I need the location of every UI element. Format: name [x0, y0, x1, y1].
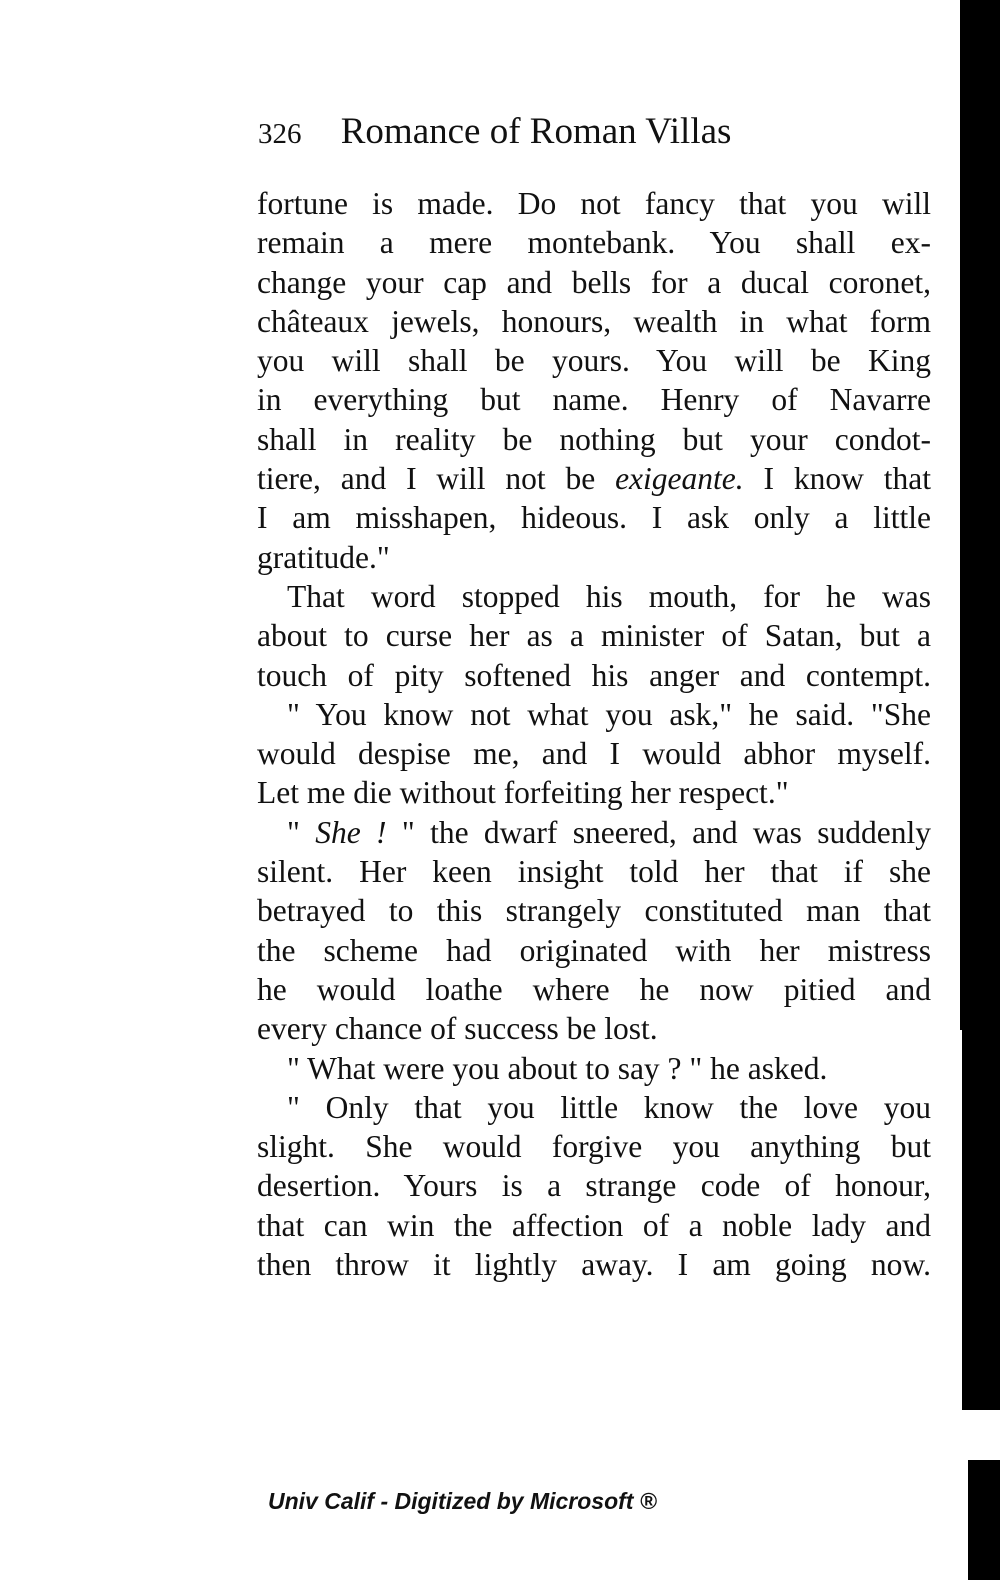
page-number: 326 [258, 118, 302, 150]
body-text [257, 184, 931, 1284]
text-segment: I know that [743, 461, 931, 497]
text-line [257, 813, 931, 852]
text-line: would despise me, and I would abhor myself. [257, 736, 931, 772]
text-line [257, 459, 931, 498]
text-line: remain a mere montebank. You shall ex- [257, 225, 931, 261]
scan-edge-shadow [960, 0, 1000, 1030]
text-line: I am misshapen, hideous. I ask only a little [257, 500, 931, 536]
text-line: in everything but name. Henry of Navarre [257, 382, 931, 418]
running-head [258, 108, 938, 156]
text-line: every chance of success be lost. [257, 1011, 658, 1047]
text-line: slight. She would forgive you anything but [257, 1129, 931, 1165]
digitization-watermark: Univ Calif - Digitized by Microsoft ® [268, 1488, 657, 1514]
text-segment: tiere, and I will not be [257, 461, 616, 497]
text-line: That word stopped his mouth, for he was [287, 578, 931, 614]
text-line: change your cap and bells for a ducal coronet, [257, 264, 931, 300]
italic-word: exigeante. [615, 461, 744, 497]
scan-edge-shadow [962, 1030, 1000, 1410]
text-line: the scheme had originated with her mistress [257, 932, 931, 968]
text-segment: " the dwarf sneered, and was suddenly [386, 814, 932, 850]
text-line: touch of pity softened his anger and contempt. [257, 657, 931, 693]
text-line: desertion. Yours is a strange code of honour, [257, 1168, 931, 1204]
text-line: that can win the affection of a noble lady and [257, 1207, 931, 1243]
text-line: about to curse her as a minister of Satan, but a [257, 618, 931, 654]
text-line: you will shall be yours. You will be King [257, 343, 931, 379]
book-title: Romance of Roman Villas [340, 111, 732, 152]
text-line: châteaux jewels, honours, wealth in what form [257, 303, 931, 339]
text-line: " What were you about to say ? " he asked. [287, 1050, 828, 1086]
text-line: gratitude." [257, 539, 390, 575]
text-line: Let me die without forfeiting her respect." [257, 775, 789, 811]
text-line: " Only that you little know the love you [287, 1089, 931, 1125]
text-line: then throw it lightly away. I am going now. [257, 1247, 931, 1283]
text-line: " You know not what you ask," he said. "She [287, 696, 931, 732]
text-line: silent. Her keen insight told her that if she [257, 854, 931, 890]
text-segment: " [287, 814, 316, 850]
italic-word: She ! [315, 814, 387, 850]
text-line: fortune is made. Do not fancy that you will [257, 186, 931, 221]
text-line: betrayed to this strangely constituted man that [257, 893, 931, 929]
text-line: he would loathe where he now pitied and [257, 971, 931, 1007]
scan-edge-shadow [968, 1460, 1000, 1580]
text-line: shall in reality be nothing but your condot- [257, 421, 931, 457]
